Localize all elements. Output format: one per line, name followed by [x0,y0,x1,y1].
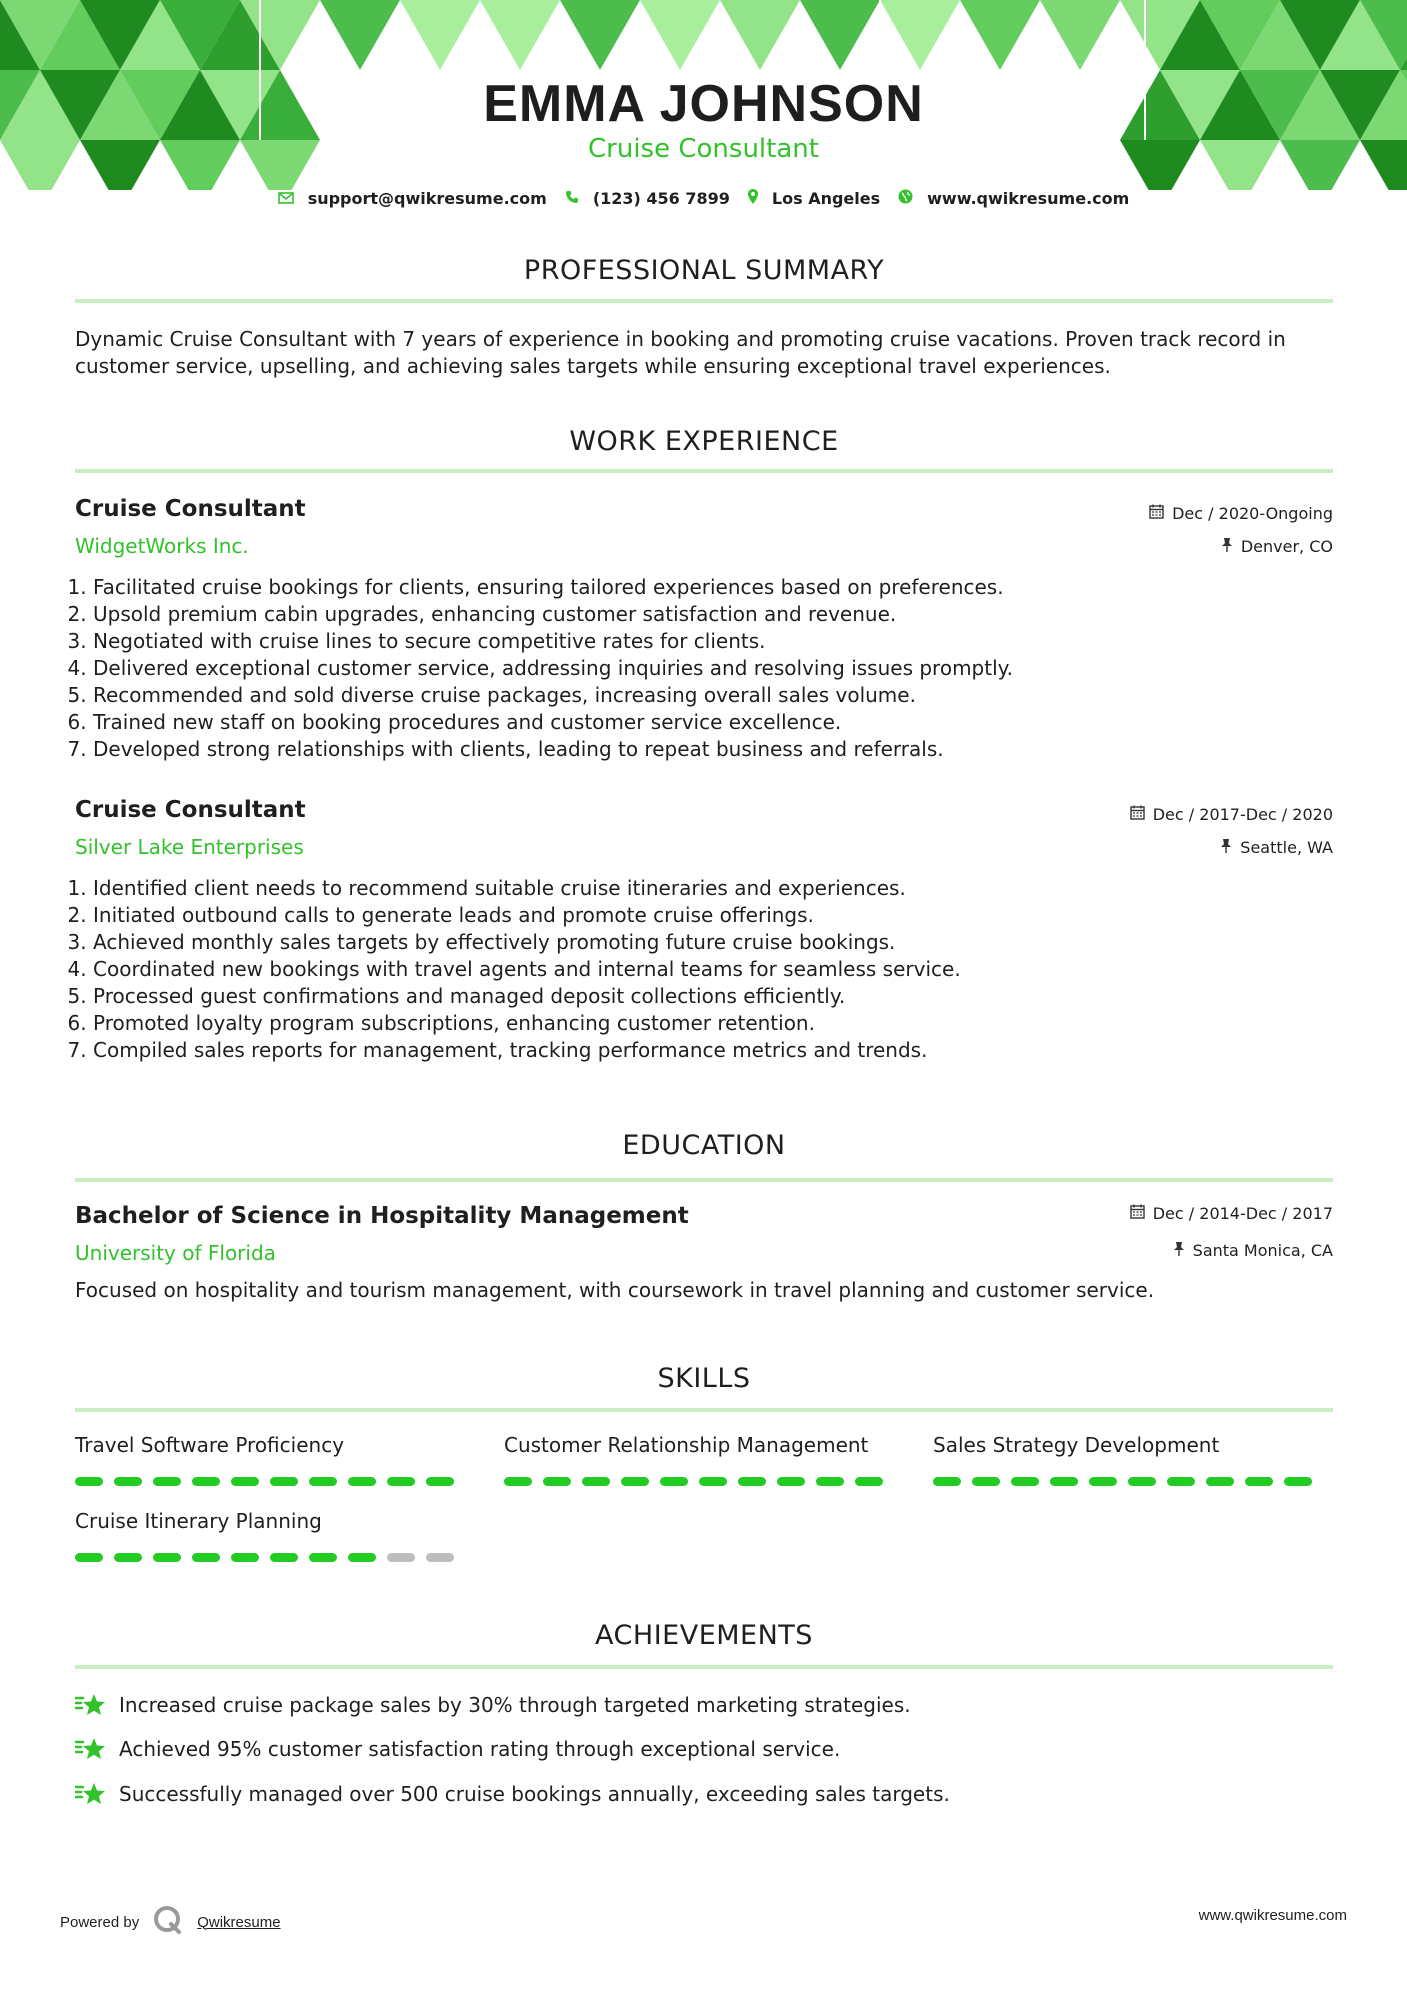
job-location-text: Seattle, WA [1240,838,1333,857]
skill-dash-filled [231,1477,259,1486]
pushpin-icon [1173,1241,1185,1260]
skill-dash-filled [114,1477,142,1486]
list-item: 3. Negotiated with cruise lines to secure competitive rates for clients. [93,628,1293,655]
envelope-icon [278,189,294,208]
section-divider [75,299,1333,303]
skill-dash-filled [1206,1477,1234,1486]
achievement-text: Achieved 95% customer satisfaction rating through exceptional service. [119,1737,841,1761]
list-item: 5. Processed guest confirmations and managed deposit collections efficiently. [93,983,1293,1010]
school-name: University of Florida [75,1241,276,1265]
skill-dash-filled [1089,1477,1117,1486]
footer-website[interactable]: www.qwikresume.com [1198,1907,1347,1924]
banner-triangle [640,0,720,70]
skill-dash-filled [816,1477,844,1486]
pushpin-icon [1220,838,1232,857]
skill-dash-filled [855,1477,883,1486]
skill-name: Cruise Itinerary Planning [75,1509,322,1533]
website-text: www.qwikresume.com [927,189,1130,208]
footer-powered-by [60,1905,281,1939]
phone-text: (123) 456 7899 [592,189,730,208]
banner-triangle [880,0,960,70]
map-pin-icon [748,189,758,208]
education-dates-text: Dec / 2014-Dec / 2017 [1152,1204,1333,1223]
education-location [1173,1241,1333,1260]
qwikresume-logo [153,1905,183,1939]
job-title: Cruise Consultant [75,797,306,823]
skill-dash-filled [231,1553,259,1562]
section-divider [75,1408,1333,1412]
section-divider [75,1665,1333,1669]
list-item: 3. Achieved monthly sales targets by effectively promoting future cruise bookings. [93,929,1293,956]
degree-title: Bachelor of Science in Hospitality Management [75,1203,689,1229]
job-dates-text: Dec / 2017-Dec / 2020 [1152,805,1333,824]
pushpin-icon [1221,537,1233,556]
skill-level-bar [933,1477,1312,1486]
skill-dash-filled [75,1553,103,1562]
skill-dash-filled [309,1553,337,1562]
job-title: Cruise Consultant [75,496,306,522]
skill-dash-filled [270,1553,298,1562]
section-title-summary: PROFESSIONAL SUMMARY [523,255,885,286]
contact-bar [0,189,1407,208]
section-title-skills: SKILLS [657,1363,751,1394]
achievement-text: Successfully managed over 500 cruise bookings annually, exceeding sales targets. [119,1782,950,1806]
banner-triangle [960,0,1040,70]
list-item: 6. Promoted loyalty program subscriptions, enhancing customer retention. [93,1010,1293,1037]
education-description: Focused on hospitality and tourism management, with coursework in travel planning and customer service. [75,1278,1155,1302]
powered-by-text: Powered by [60,1913,140,1931]
star-icon [75,1692,107,1718]
skill-dash-filled [1284,1477,1312,1486]
skill-level-bar [75,1553,454,1562]
contact-phone[interactable] [565,189,730,208]
location-text: Los Angeles [771,189,881,208]
skill-dash-filled [1245,1477,1273,1486]
phone-icon [565,189,579,208]
skill-dash-empty [387,1553,415,1562]
job-location-text: Denver, CO [1240,537,1333,556]
skill-dash-filled [426,1477,454,1486]
skill-dash-filled [192,1553,220,1562]
list-item: 1. Identified client needs to recommend suitable cruise itineraries and experiences. [93,875,1293,902]
skill-dash-filled [972,1477,1000,1486]
skill-dash-filled [1050,1477,1078,1486]
skill-dash-filled [114,1553,142,1562]
banner-triangle [320,0,400,70]
banner-triangle [720,0,800,70]
skill-dash-filled [387,1477,415,1486]
banner-triangle [400,0,480,70]
skill-name: Customer Relationship Management [504,1433,869,1457]
list-item: 7. Compiled sales reports for management, tracking performance metrics and trends. [93,1037,1293,1064]
list-item: 4. Delivered exceptional customer service, addressing inquiries and resolving issues promptly. [93,655,1293,682]
achievement-item [75,1736,840,1762]
skill-level-bar [75,1477,454,1486]
star-icon [75,1736,107,1762]
contact-email[interactable] [278,189,547,208]
contact-website[interactable] [898,189,1129,208]
skill-dash-filled [153,1477,181,1486]
candidate-name: EMMA JOHNSON [483,75,924,133]
skill-dash-filled [933,1477,961,1486]
skill-dash-filled [348,1553,376,1562]
list-item: 1. Facilitated cruise bookings for clients, ensuring tailored experiences based on preferences. [93,574,1293,601]
achievement-item [75,1781,950,1807]
list-item: 5. Recommended and sold diverse cruise packages, increasing overall sales volume. [93,682,1293,709]
section-divider [75,469,1333,473]
star-icon [75,1781,107,1807]
list-item: 6. Trained new staff on booking procedures and customer service excellence. [93,709,1293,736]
summary-text: Dynamic Cruise Consultant with 7 years of experience in booking and promoting cruise vacations. Proven track record in customer service, upselling, and achieving sales targets while ensuring exceptional travel experiences. [75,327,1286,378]
job-dates-text: Dec / 2020-Ongoing [1172,504,1333,523]
skill-dash-filled [309,1477,337,1486]
skill-dash-filled [153,1553,181,1562]
email-text: support@qwikresume.com [307,189,547,208]
job-company: WidgetWorks Inc. [75,534,249,558]
contact-location [748,189,880,208]
skill-level-bar [504,1477,883,1486]
skill-name: Sales Strategy Development [933,1433,1220,1457]
skill-dash-filled [1167,1477,1195,1486]
job-dates [1130,805,1333,824]
skill-dash-filled [582,1477,610,1486]
list-item: 7. Developed strong relationships with clients, leading to repeat business and referrals. [93,736,1293,763]
job-bullets [66,574,1293,763]
candidate-role: Cruise Consultant [588,134,819,164]
skill-dash-filled [504,1477,532,1486]
banner-triangle [800,0,880,70]
education-location-text: Santa Monica, CA [1192,1241,1333,1260]
brand-link[interactable]: Qwikresume [197,1913,281,1931]
skill-dash-filled [1128,1477,1156,1486]
achievement-item [75,1692,911,1718]
list-item: 4. Coordinated new bookings with travel agents and internal teams for seamless service. [93,956,1293,983]
section-divider [75,1178,1333,1182]
calendar-icon [1130,805,1145,824]
education-dates [1130,1204,1333,1223]
skill-dash-filled [777,1477,805,1486]
job-location [1221,537,1333,556]
achievement-text: Increased cruise package sales by 30% through targeted marketing strategies. [119,1693,911,1717]
skill-dash-filled [348,1477,376,1486]
list-item: 2. Initiated outbound calls to generate leads and promote cruise offerings. [93,902,1293,929]
calendar-icon [1130,1204,1145,1223]
job-company: Silver Lake Enterprises [75,835,304,859]
skill-dash-filled [192,1477,220,1486]
skill-dash-filled [1011,1477,1039,1486]
job-bullets [66,875,1293,1064]
globe-icon [898,189,913,208]
section-title-achievements: ACHIEVEMENTS [595,1620,813,1651]
skill-dash-filled [270,1477,298,1486]
section-title-experience: WORK EXPERIENCE [569,426,839,457]
list-item: 2. Upsold premium cabin upgrades, enhancing customer satisfaction and revenue. [93,601,1293,628]
job-dates [1149,504,1333,523]
skill-dash-filled [699,1477,727,1486]
banner-triangle [480,0,560,70]
skill-dash-filled [543,1477,571,1486]
skill-dash-filled [75,1477,103,1486]
skill-dash-filled [621,1477,649,1486]
banner-triangle [560,0,640,70]
skill-dash-filled [738,1477,766,1486]
job-location [1220,838,1333,857]
banner-triangle [1040,0,1120,70]
calendar-icon [1149,504,1164,523]
skill-dash-filled [660,1477,688,1486]
section-title-education: EDUCATION [622,1130,786,1161]
skill-name: Travel Software Proficiency [75,1433,345,1457]
skill-dash-empty [426,1553,454,1562]
